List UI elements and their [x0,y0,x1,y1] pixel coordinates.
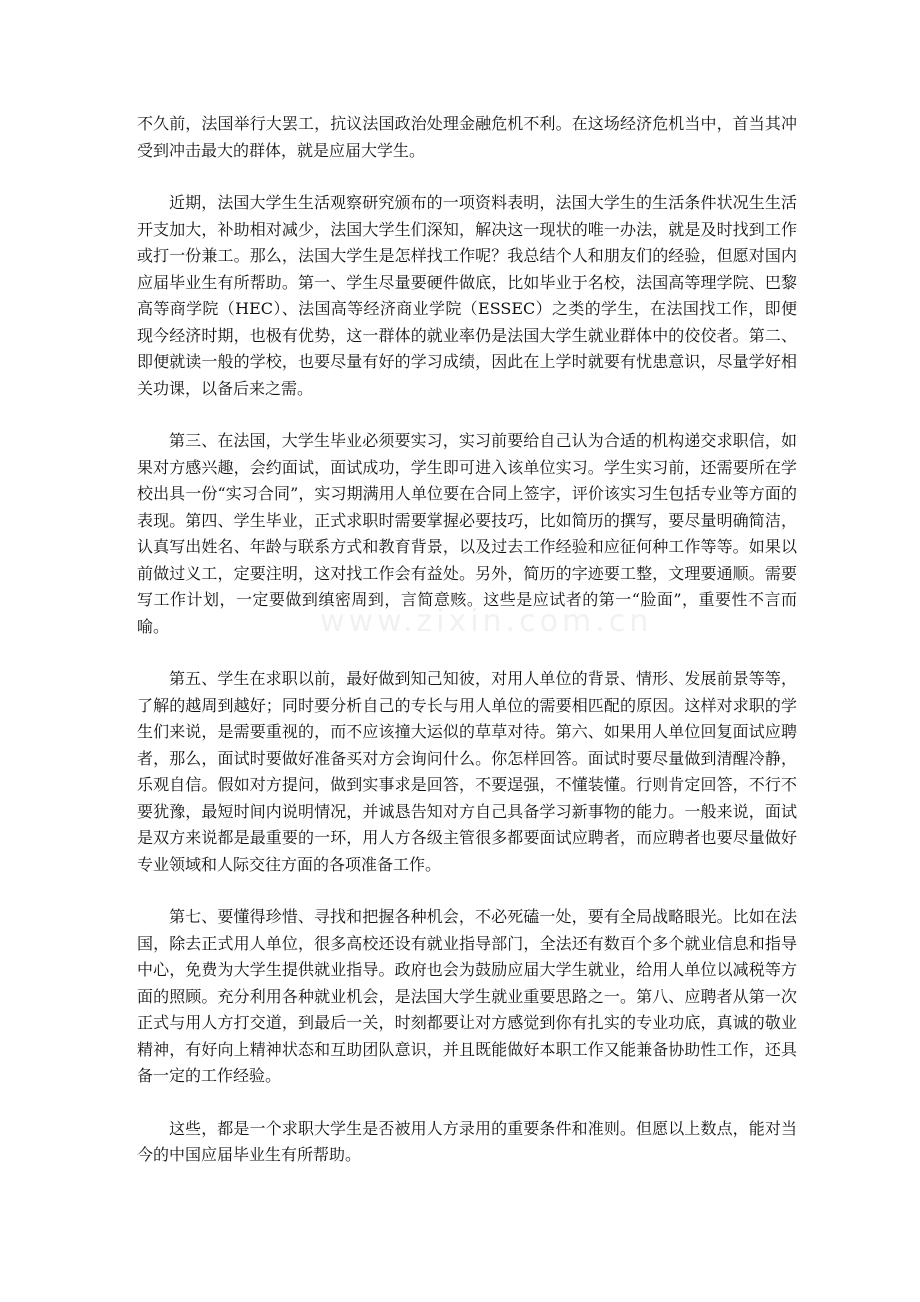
paragraph-5: 第七、要懂得珍惜、寻找和把握各种机会，不必死磕一处，要有全局战略眼光。比如在法国，除去正式用人单位，很多高校还设有就业指导部门，全法还有数百个多个就业信息和指导中心，免费为大学生提供就业指导。政府也会为鼓励应届大学生就业，给用人单位以减税等方面的照顾。充分利用各种就业机会，是法国大学生就业重要思路之一。第八、应聘者从第一次正式与用人方打交道，到最后一关，时刻都要让对方感觉到你有扎实的专业功底，真诚的敬业精神，有好向上精神状态和互助团队意识，并且既能做好本职工作又能兼备协助性工作，还具备一定的工作经验。 [137,907,797,1085]
paragraph-2: 近期，法国大学生生活观察研究颁布的一项资料表明，法国大学生的生活条件状况生生活开支加大，补助相对减少，法国大学生们深知，解决这一现状的唯一办法，就是及时找到工作或打一份兼工。那么，法国大学生是怎样找工作呢？我总结个人和朋友们的经验，但愿对国内应届毕业生有所帮助。第一、学生尽量要硬件做底，比如毕业于名校，法国高等理学院、巴黎高等商学院（HEC）、法国高等经济商业学院（ESSEC）之类的学生，在法国找工作，即便现今经济时期，也极有优势，这一群体的就业率仍是法国大学生就业群体中的佼佼者。第二、即便就读一般的学校，也要尽量有好的学习成绩，因此在上学时就要有忧患意识，尽量学好相关功课，以备后来之需。 [137,193,797,398]
paragraph-1: 不久前，法国举行大罢工，抗议法国政治处理金融危机不利。在这场经济危机当中，首当其冲受到冲击最大的群体，就是应届大学生。 [137,114,797,160]
paragraph-4: 第五、学生在求职以前，最好做到知己知彼，对用人单位的背景、情形、发展前景等等，了解的越周到越好；同时要分析自己的专长与用人单位的需要相匹配的原因。这样对求职的学生们来说，是需要重视的，而不应该撞大运似的草草对待。第六、如果用人单位回复面试应聘者，那么，面试时要做好准备买对方会询问什么。你怎样回答。面试时要尽量做到清醒冷静，乐观自信。假如对方提问，做到实事求是回答，不要逞强，不懂装懂。行则肯定回答，不行不要犹豫，最短时间内说明情况，并诚恳告知对方自己具备学习新事物的能力。一般来说，面试是双方来说都是最重要的一环，用人方各级主管很多都要面试应聘者，而应聘者也要尽量做好专业领域和人际交往方面的各项准备工作。 [137,669,797,874]
watermark: www.zixin.com.cn [320,604,653,639]
paragraph-6: 这些，都是一个求职大学生是否被用人方录用的重要条件和准则。但愿以上数点，能对当今的中国应届毕业生有所帮助。 [137,1118,797,1164]
paragraph-3: 第三、在法国，大学生毕业必须要实习，实习前要给自己认为合适的机构递交求职信，如果对方感兴趣，会约面试，面试成功，学生即可进入该单位实习。学生实习前，还需要所在学校出具一份“实习合同”，实习期满用人单位要在合同上签字，评价该实习生包括专业等方面的表现。第四、学生毕业，正式求职时需要掌握必要技巧，比如简历的撰写，要尽量明确简洁，认真写出姓名、年龄与联系方式和教育背景，以及过去工作经验和应征何种工作等等。如果以前做过义工，定要注明，这对找工作会有益处。另外，简历的字迹要工整，文理要通顺。需要写工作计划，一定要做到缜密周到，言简意赅。这些是应试者的第一“脸面”，重要性不言而喻。 [137,431,797,636]
document-body [137,111,797,1195]
